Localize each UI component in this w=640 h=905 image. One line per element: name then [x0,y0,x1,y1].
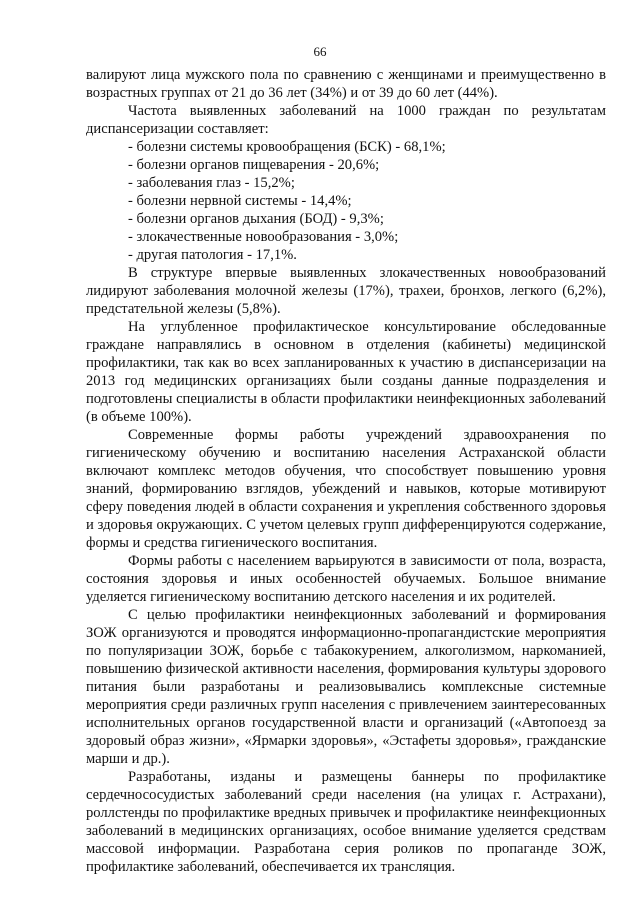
document-body [86,66,606,876]
disease-list-item: - другая патология - 17,1%. [128,247,297,263]
disease-list-item: - болезни органов пищеварения - 20,6%; [128,157,380,173]
page-number: 66 [313,44,327,59]
disease-list-item: - болезни органов дыхания (БОД) - 9,3%; [128,211,384,227]
disease-list [86,138,606,264]
disease-list-item: - заболевания глаз - 15,2%; [128,175,295,191]
paragraph-prevention-events: С целью профилактики неинфекционных заболеваний и формирования ЗОЖ организуются и проводятся информационно-пропагандистские мероприятия по популяризации ЗОЖ, борьбе с табакокурением, алкоголизмом, наркоманией, повышению физической активности населения, формирования культуры здорового питания были разработаны и реализовывались комплексные системные мероприятия среди различных групп населения с привлечением заинтересованных исполнительных органов государственной власти и организаций («Автопоезд за здоровый образ жизни», «Ярмарки здоровья», «Эстафеты здоровья», гражданские марши и др.). [86,607,606,767]
paragraph-intro-continuation: валируют лица мужского пола по сравнению с женщинами и преимущественно в возрастных группах от 21 до 36 лет (34%) и от 39 до 60 лет (44%). [86,67,606,101]
paragraph-banners: Разработаны, изданы и размещены баннеры по профилактике сердечнососудистых заболеваний среди населения (на улицах г. Астрахани), роллстенды по профилактике вредных привычек и профилактике неинфекционных заболеваний в медицинских организациях, особое внимание уделяется средствам массовой информации. Разработана серия роликов по пропаганде ЗОЖ, профилактике заболеваний, обеспечивается их трансляция. [86,769,606,875]
paragraph-forms-of-work: Формы работы с населением варьируются в зависимости от пола, возраста, состояния здоровья и иных особенностей обучаемых. Большое внимание уделяется гигиеническому воспитанию детского населения и их родителей. [86,553,606,605]
paragraph-oncology-structure: В структуре впервые выявленных злокачественных новообразований лидируют заболевания молочной железы (17%), трахеи, бронхов, легкого (6,2%), предстательной железы (5,8%). [86,265,606,317]
paragraph-frequency-intro: Частота выявленных заболеваний на 1000 граждан по результатам диспансеризации составляет: [86,103,606,137]
disease-list-item: - злокачественные новообразования - 3,0%; [128,229,399,245]
paragraph-consulting: На углубленное профилактическое консультирование обследованные граждане направлялись в основном в отделения (кабинеты) медицинской профилактики, так как во всех запланированных к участию в диспансеризации на 2013 год медицинских организациях были созданы данные подразделения и подготовлены специалисты в области профилактики неинфекционных заболеваний (в объеме 100%). [86,319,606,425]
disease-list-item: - болезни системы кровообращения (БСК) - 68,1%; [128,139,446,155]
paragraph-modern-forms: Современные формы работы учреждений здравоохранения по гигиеническому обучению и воспитанию населения Астраханской области включают комплекс методов обучения, что способствует повышению уровня знаний, формированию взглядов, убеждений и навыков, которые мотивируют сферу поведения людей в области сохранения и укрепления собственного здоровья и здоровья окружающих. С учетом целевых групп дифференцируются содержание, формы и средства гигиенического воспитания. [86,427,606,551]
disease-list-item: - болезни нервной системы - 14,4%; [128,193,352,209]
